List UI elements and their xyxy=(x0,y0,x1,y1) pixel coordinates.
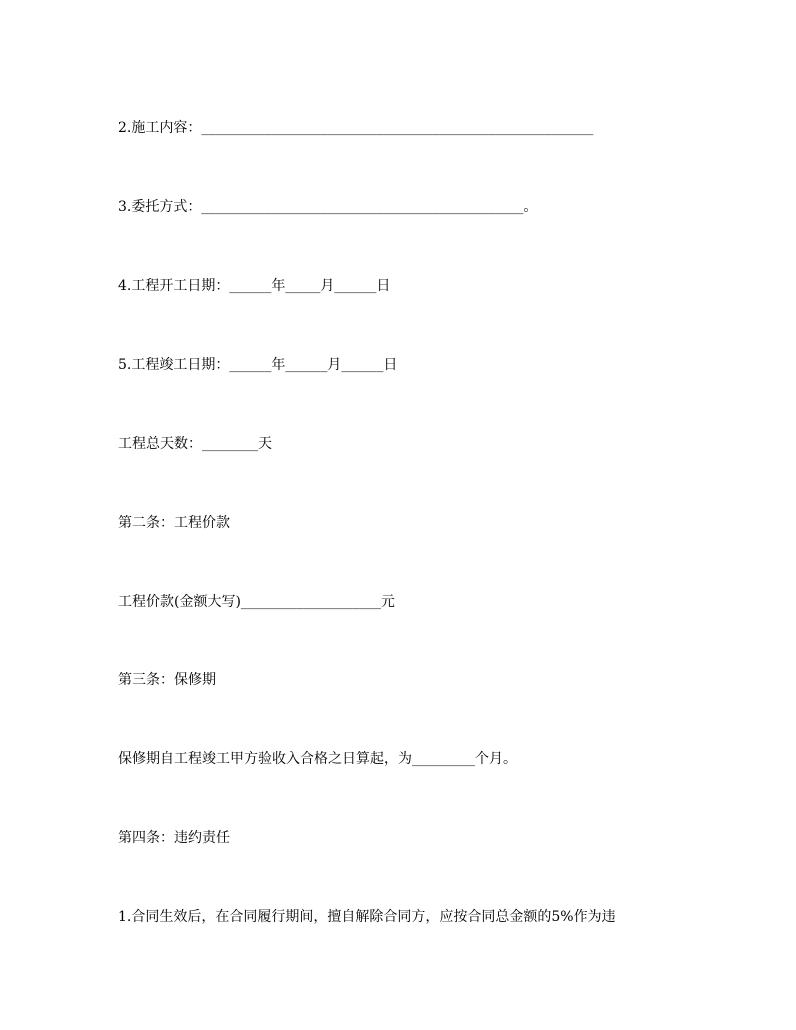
completion-date-line: 5.工程竣工日期：______年______月______日 xyxy=(118,357,398,373)
price-amount-line: 工程价款(金额大写)____________________元 xyxy=(118,594,395,610)
article-two-heading: 第二条：工程价款 xyxy=(118,515,230,531)
entrust-method-line: 3.委托方式：______________________________________________。 xyxy=(118,199,538,215)
construction-content-line: 2.施工内容：________________________________________________________ xyxy=(118,120,594,136)
warranty-period-line: 保修期自工程竣工甲方验收入合格之日算起，为_________个月。 xyxy=(118,751,517,767)
article-three-heading: 第三条：保修期 xyxy=(118,672,216,688)
total-days-line: 工程总天数：________天 xyxy=(118,436,272,452)
article-four-heading: 第四条：违约责任 xyxy=(118,830,230,846)
start-date-line: 4.工程开工日期：______年_____月______日 xyxy=(118,278,391,294)
breach-clause-line: 1.合同生效后，在合同履行期间，擅自解除合同方，应按合同总金额的5%作为违 xyxy=(118,909,616,925)
